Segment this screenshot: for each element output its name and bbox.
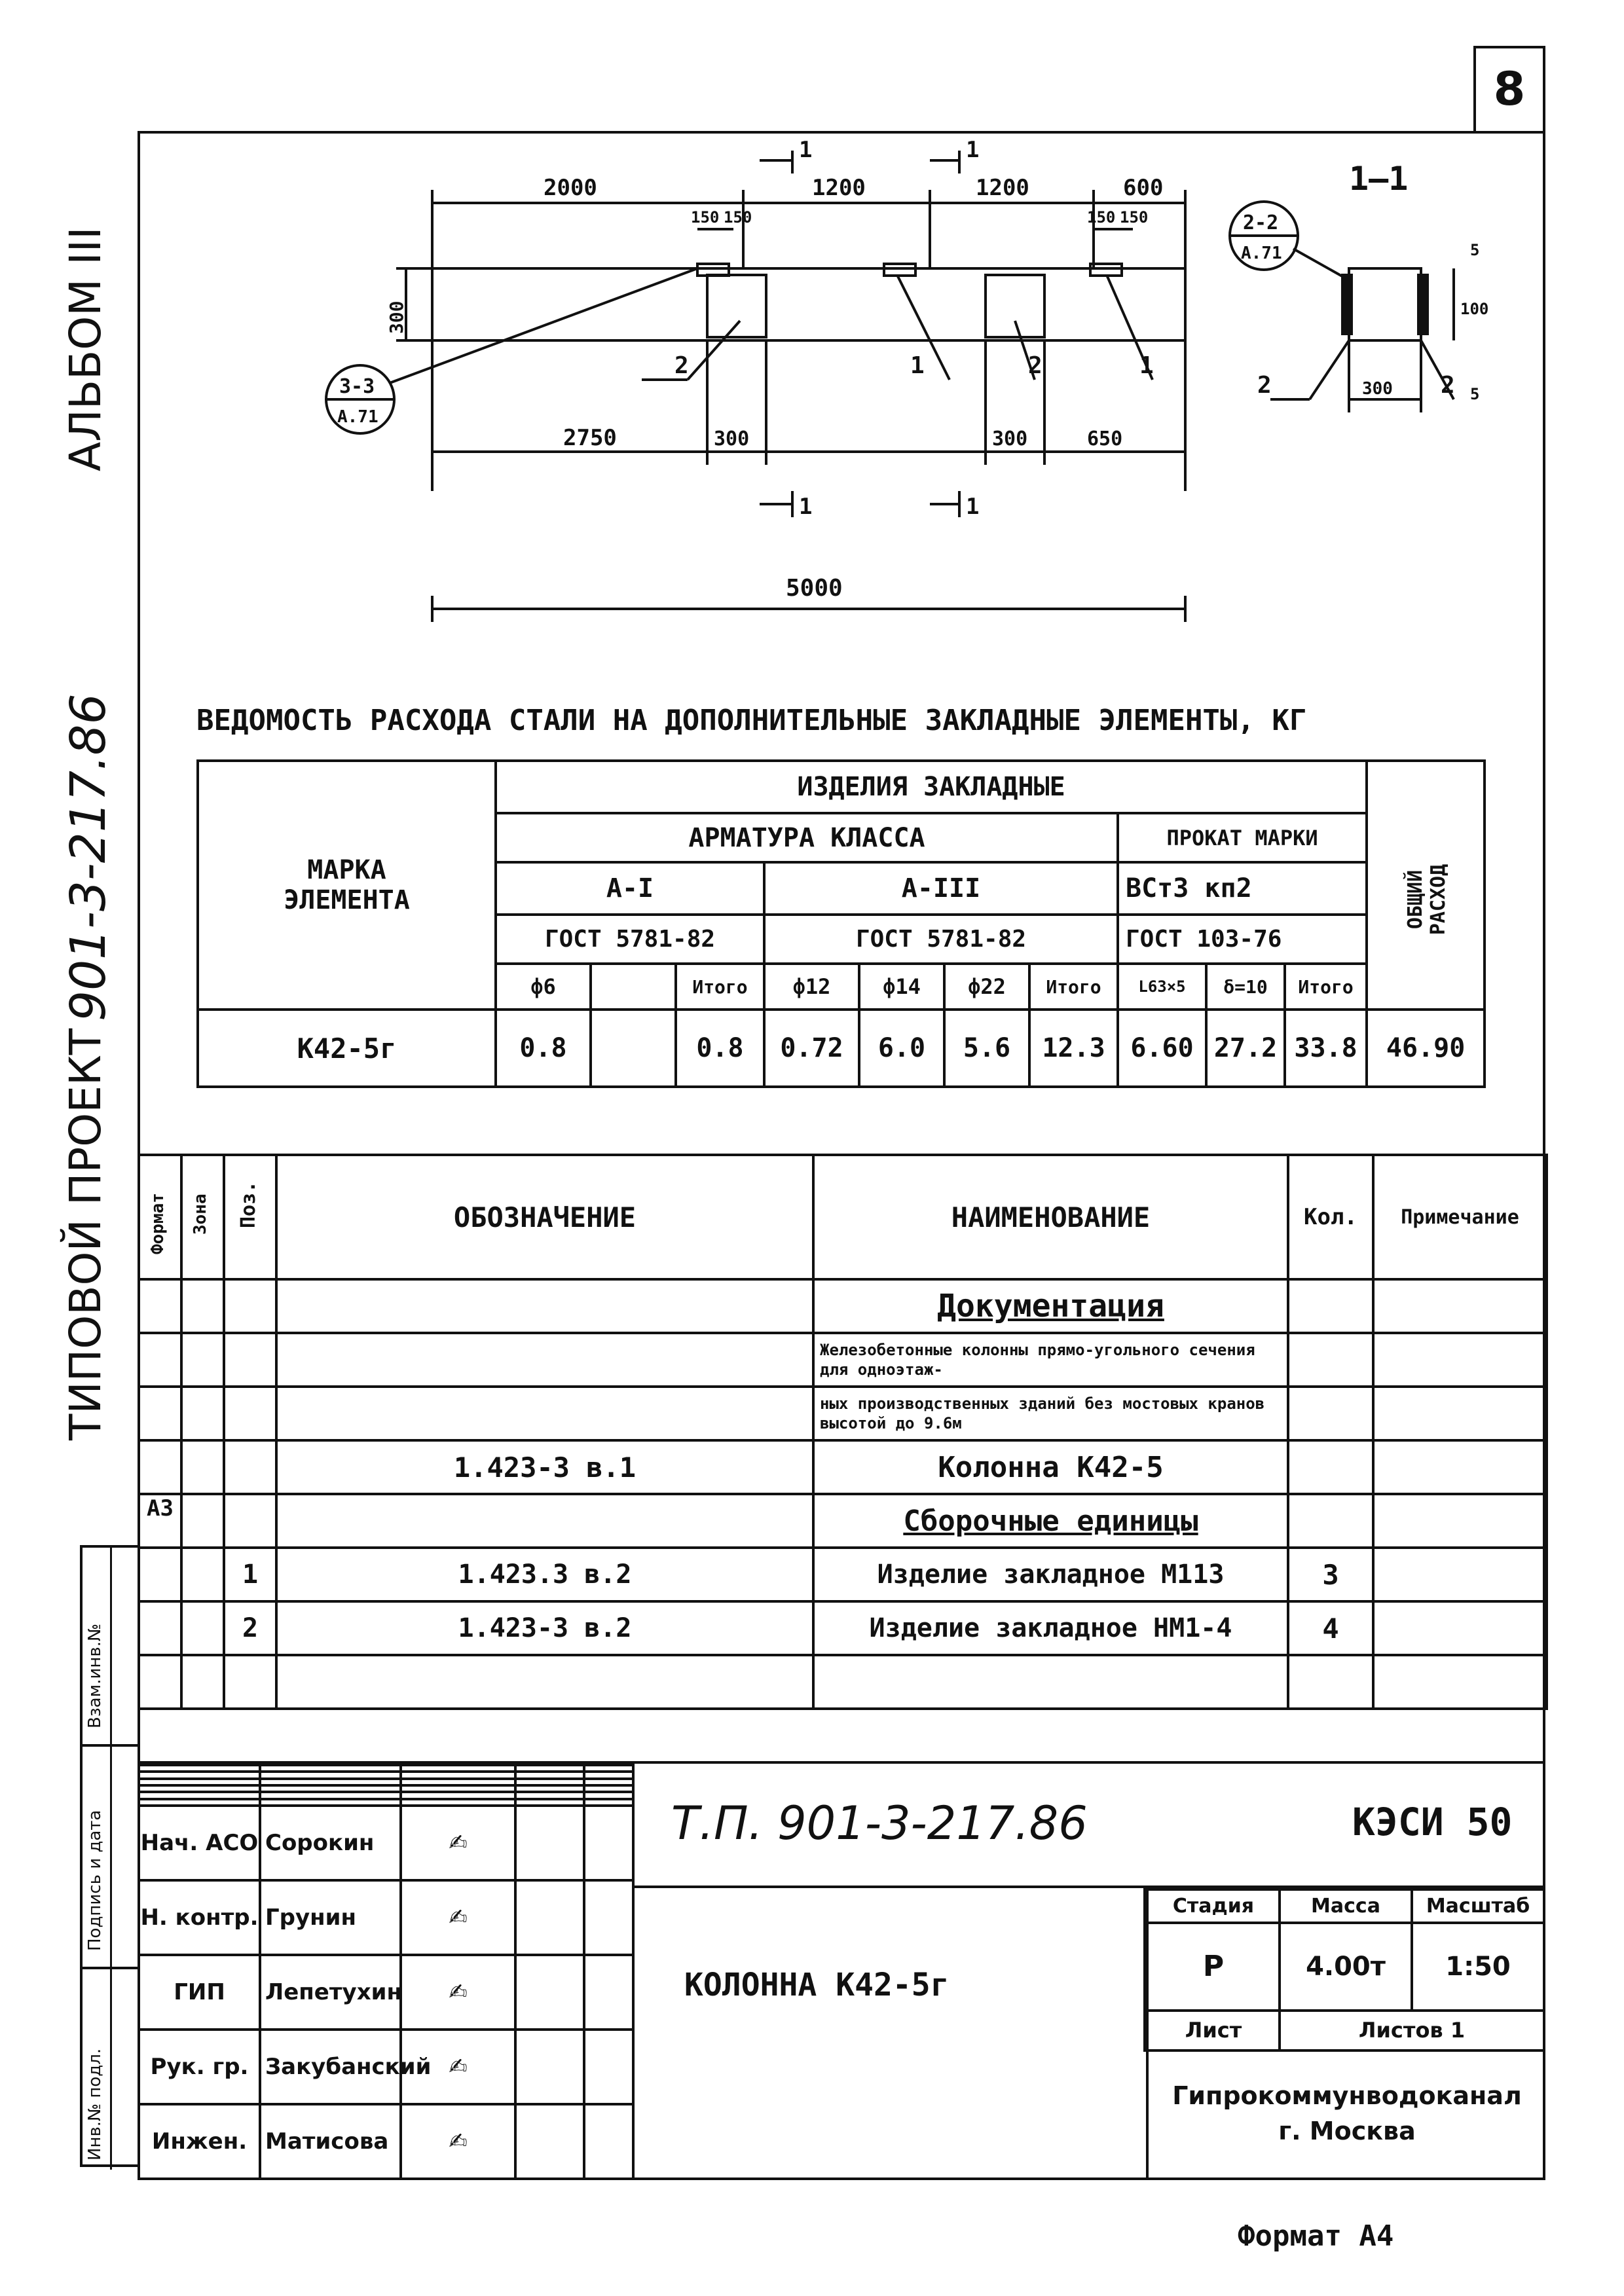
spec-row-2 — [139, 1387, 1547, 1440]
section-dim-b: 5 — [1470, 385, 1480, 403]
section-mark-0: 1 — [799, 137, 813, 163]
spec-row-3 — [139, 1440, 1547, 1494]
staff-grid — [138, 1764, 635, 2180]
project-label: ТИПОВОЙ ПРОЕКТ — [60, 1028, 111, 1440]
spec-name-4: Сборочные единицы — [813, 1494, 1288, 1548]
spec-row-4 — [139, 1494, 1547, 1548]
tb-project: Т.П. 901-3-217.86 — [671, 1796, 1088, 1850]
class-a3: А-III — [764, 862, 1118, 915]
section-pos-1: 2 — [1441, 372, 1455, 399]
project-row — [632, 1764, 1545, 1888]
dim-bottom-2: 300 — [992, 428, 1028, 450]
col-head-3: ф12 — [764, 964, 859, 1010]
row-value-6: 12.3 — [1029, 1010, 1118, 1087]
standard-2: ГОСТ 103-76 — [1118, 915, 1367, 964]
staff-row-3: Рук. гр. Закубанский ✍ — [139, 2030, 633, 2104]
dim-top-3: 600 — [1123, 175, 1164, 201]
callout-3-3-top: 3-3 — [339, 375, 375, 398]
spec-designation-6: 1.423-3 в.2 — [276, 1601, 813, 1655]
spec-name-3: Колонна К42-5 — [813, 1440, 1288, 1494]
format-note: Формат А4 — [1238, 2219, 1394, 2253]
dim-bottom-0: 2750 — [563, 425, 617, 451]
spec-designation-3: 1.423-3 в.1 — [276, 1440, 813, 1494]
project-number-margin: 901-3-217.86 — [60, 693, 117, 1021]
spec-designation-5: 1.423.3 в.2 — [276, 1548, 813, 1601]
spec-row-5 — [139, 1548, 1547, 1601]
stamp-label-vzam: Взам.инв.№ — [85, 1624, 105, 1728]
tb-city: г. Москва — [1278, 2117, 1416, 2145]
spec-row-6 — [139, 1601, 1547, 1655]
signature-2: ✍ — [401, 1955, 515, 2030]
column-drawing — [337, 124, 1545, 674]
dim-top-2: 1200 — [976, 175, 1029, 201]
callout-2-2-top: 2-2 — [1243, 211, 1279, 234]
spec-name-6: Изделие закладное НМ1-4 — [813, 1601, 1288, 1655]
stamp-label-sign: Подпись и дата — [85, 1810, 105, 1951]
staff-row-1: Н. контр. Грунин ✍ — [139, 1880, 633, 1955]
sheet-label: Лист — [1147, 2011, 1280, 2051]
dim-top-0: 2000 — [544, 175, 597, 201]
row-value-1 — [591, 1010, 676, 1087]
mark-header: МАРКА ЭЛЕМЕНТА — [198, 761, 496, 1010]
spec-row-7 — [139, 1655, 1547, 1709]
col-head-8: δ=10 — [1206, 964, 1285, 1010]
title-block — [138, 1761, 1545, 2180]
row-value-4: 6.0 — [859, 1010, 944, 1087]
page-number: 8 — [1473, 46, 1545, 131]
dim-small-0: 150 — [691, 208, 720, 227]
head-name: НАИМЕНОВАНИЕ — [813, 1155, 1288, 1279]
col-head-5: ф22 — [944, 964, 1029, 1010]
row-value-0: 0.8 — [496, 1010, 591, 1087]
col-head-0: ф6 — [496, 964, 591, 1010]
section-pos-0: 2 — [1257, 372, 1272, 399]
head-zone: Зона — [191, 1194, 210, 1235]
staff-row-2: ГИП Лепетухин ✍ — [139, 1955, 633, 2030]
group-header: ИЗДЕЛИЯ ЗАКЛАДНЫЕ — [496, 761, 1367, 813]
dim-top-1: 1200 — [812, 175, 866, 201]
pos-label-3: 1 — [1139, 352, 1154, 379]
tb-code: КЭСИ 50 — [1352, 1800, 1513, 1844]
head-note: Примечание — [1373, 1155, 1547, 1279]
org-box — [1146, 2052, 1545, 2180]
staff-row-0: Нач. АСО Сорокин ✍ — [139, 1806, 633, 1880]
standard-1: ГОСТ 5781-82 — [764, 915, 1118, 964]
stage-label: Стадия — [1147, 1889, 1280, 1923]
standard-0: ГОСТ 5781-82 — [496, 915, 764, 964]
row-value-7: 6.60 — [1118, 1010, 1206, 1087]
armature-header: АРМАТУРА КЛАССА — [496, 813, 1118, 862]
dim-total: 5000 — [786, 575, 843, 602]
row-mark: К42-5г — [198, 1010, 496, 1087]
spec-qty-5: 3 — [1288, 1548, 1373, 1601]
section-title: 1—1 — [1349, 160, 1409, 198]
col-head-4: ф14 — [859, 964, 944, 1010]
total-header: ОБЩИЙ РАСХОД — [1404, 864, 1450, 936]
spec-name-2: ных производственных зданий без мостовых кранов высотой до 9.6м — [813, 1387, 1288, 1440]
section-dim-height: 100 — [1460, 300, 1489, 318]
dim-small-2: 150 — [1087, 208, 1116, 227]
spec-qty-6: 4 — [1288, 1601, 1373, 1655]
signature-4: ✍ — [401, 2104, 515, 2179]
head-designation: ОБОЗНАЧЕНИЕ — [276, 1155, 813, 1279]
row-value-2: 0.8 — [676, 1010, 764, 1087]
class-vst3: ВСт3 кп2 — [1118, 862, 1367, 915]
row-value-3: 0.72 — [764, 1010, 859, 1087]
rolled-header: ПРОКАТ МАРКИ — [1118, 813, 1367, 862]
signature-3: ✍ — [401, 2030, 515, 2104]
spec-name-0: Документация — [813, 1279, 1288, 1333]
row-value-9: 33.8 — [1285, 1010, 1367, 1087]
head-qty: Кол. — [1288, 1155, 1373, 1279]
tb-object-name: КОЛОННА К42-5г — [632, 1888, 1146, 2052]
spec-name-5: Изделие закладное М113 — [813, 1548, 1288, 1601]
steel-table-title: ВЕДОМОСТЬ РАСХОДА СТАЛИ НА ДОПОЛНИТЕЛЬНЫЕ ЗАКЛАДНЫЕ ЭЛЕМЕНТЫ, КГ — [196, 704, 1307, 737]
steel-table — [196, 759, 1486, 1088]
col-head-6: Итого — [1029, 964, 1118, 1010]
section-dim-a: 5 — [1470, 241, 1480, 259]
spec-format-4: А3 — [139, 1494, 181, 1548]
row-value-5: 5.6 — [944, 1010, 1029, 1087]
dim-bottom-3: 650 — [1087, 428, 1123, 450]
pos-label-1: 1 — [910, 352, 925, 379]
dim-bottom-1: 300 — [714, 428, 750, 450]
mass-label: Масса — [1280, 1889, 1412, 1923]
stage-table — [1146, 1888, 1545, 2052]
section-mark-3: 1 — [966, 494, 980, 520]
dim-small-1: 150 — [724, 208, 752, 227]
album-label: АЛЬБОМ III — [60, 227, 111, 471]
spec-table — [138, 1154, 1548, 1710]
scale-label: Масштаб — [1412, 1889, 1544, 1923]
section-mark-1: 1 — [966, 137, 980, 163]
mass-value: 4.00т — [1280, 1923, 1412, 2010]
sheets-label: Листов 1 — [1280, 2011, 1544, 2051]
col-head-2: Итого — [676, 964, 764, 1010]
tb-org: Гипрокоммунводоканал — [1172, 2081, 1522, 2110]
scale-value: 1:50 — [1412, 1923, 1544, 2010]
stage-value: Р — [1147, 1923, 1280, 2010]
spec-row-0 — [139, 1279, 1547, 1333]
class-a1: А-I — [496, 862, 764, 915]
col-head-1 — [591, 964, 676, 1010]
stamp-label-inv: Инв.№ подл. — [85, 2048, 105, 2160]
dim-height: 300 — [386, 301, 407, 334]
spec-name-1: Железобетонные колонны прямо-угольного сечения для одноэтаж- — [813, 1333, 1288, 1387]
row-total: 46.90 — [1367, 1010, 1485, 1087]
dim-small-3: 150 — [1120, 208, 1149, 227]
signature-1: ✍ — [401, 1880, 515, 1955]
section-mark-2: 1 — [799, 494, 813, 520]
staff-row-4: Инжен. Матисова ✍ — [139, 2104, 633, 2179]
pos-label-2: 2 — [1028, 352, 1043, 379]
head-pos: Поз. — [237, 1180, 260, 1228]
callout-3-3-bottom: A.71 — [337, 407, 378, 427]
pos-label-0: 2 — [674, 352, 689, 379]
spec-pos-5: 1 — [224, 1548, 276, 1601]
head-format: Формат — [148, 1193, 168, 1254]
row-value-8: 27.2 — [1206, 1010, 1285, 1087]
col-head-7: L63×5 — [1118, 964, 1206, 1010]
beam-outline — [432, 268, 1185, 340]
callout-2-2-bottom: A.71 — [1241, 244, 1282, 263]
section-dim-width: 300 — [1362, 379, 1393, 399]
spec-row-1 — [139, 1333, 1547, 1387]
signature-0: ✍ — [401, 1806, 515, 1880]
col-head-9: Итого — [1285, 964, 1367, 1010]
spec-pos-6: 2 — [224, 1601, 276, 1655]
